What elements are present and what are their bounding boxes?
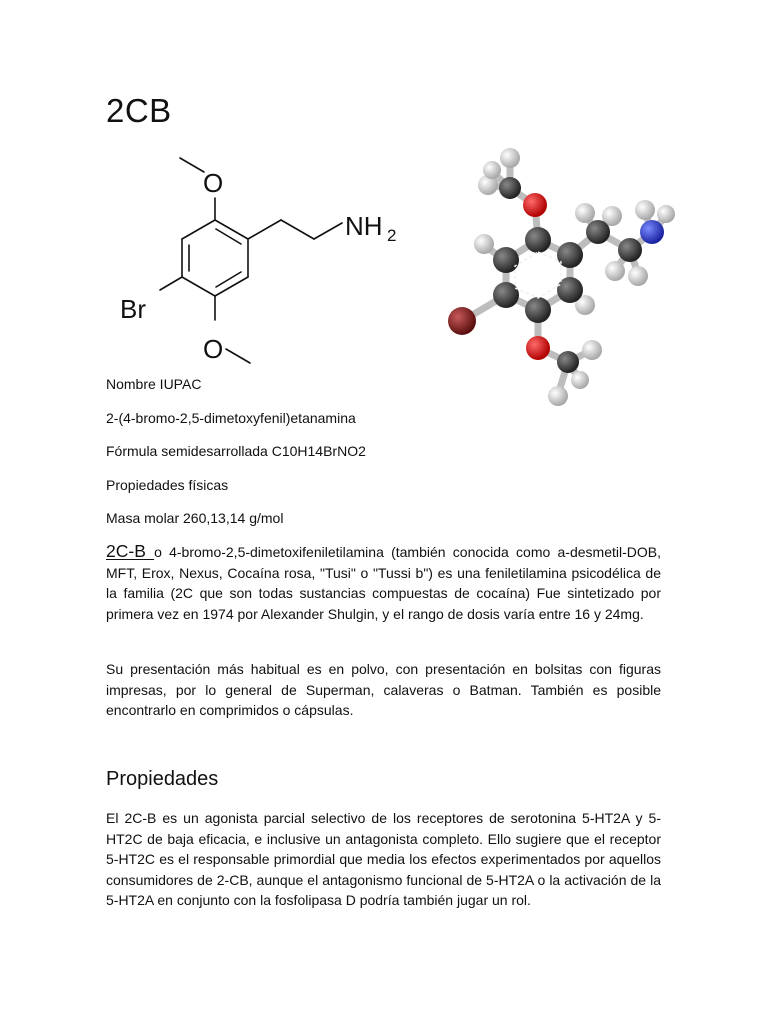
- paragraph-intro-lead: 2C-B: [106, 541, 155, 561]
- iupac-name: 2-(4-bromo-2,5-dimetoxyfenil)etanamina: [106, 410, 356, 426]
- physical-properties-label: Propiedades físicas: [106, 477, 229, 493]
- formula-line: Fórmula semidesarrollada C10H14BrNO2: [106, 443, 366, 459]
- oxygen-bottom-label: O: [203, 334, 224, 364]
- amine-label: NH: [345, 211, 383, 241]
- paragraph-properties: El 2C-B es un agonista parcial selectivo de los receptores de serotonina 5-HT2A y 5-HT2C de baja eficacia, e inclusive un antagonista completo. Ello sugiere que el receptor 5-HT2C es el responsable primordial que media los efectos experimentados por aquellos consumidores de 2-CB, aunque el antagonismo funcional de 5-HT2A o la activación de la 5-HT2A en conjunto con la fosfolipasa D podría también jugar un rol.: [106, 810, 661, 908]
- section-heading-propiedades: Propiedades: [106, 768, 219, 790]
- paragraph-presentation: Su presentación más habitual es en polvo, con presentación en bolsitas con figuras impresas, por lo general de Superman, calaveras o Batman. También es posible encontrarlo en comprimidos o cápsulas.: [106, 661, 661, 718]
- paragraph-intro-body: o 4-bromo-2,5-dimetoxifeniletilamina (también conocida como a-desmetil-DOB, MFT, Erox, Nexus, Cocaína rosa, "Tusi" o "Tussi b") es una feniletilamina psicodélica de la familia (2C que son todas sustancias compuestas de cocaína) Fue sintetizado por primera vez en 1974 por Alexander Shulgin, y el rango de dosis varía entre 16 y 24mg.: [106, 544, 661, 622]
- molar-mass-line: Masa molar 260,13,14 g/mol: [106, 510, 284, 526]
- iupac-label: Nombre IUPAC: [106, 376, 202, 392]
- ball-and-stick-model: [440, 140, 680, 410]
- oxygen-top-label: O: [203, 168, 224, 198]
- skeletal-structure-diagram: [100, 150, 410, 375]
- bromine-label: Br: [120, 294, 146, 324]
- document-title: 2CB: [106, 92, 172, 129]
- paragraph-intro: [106, 541, 661, 624]
- amine-subscript: 2: [387, 226, 397, 245]
